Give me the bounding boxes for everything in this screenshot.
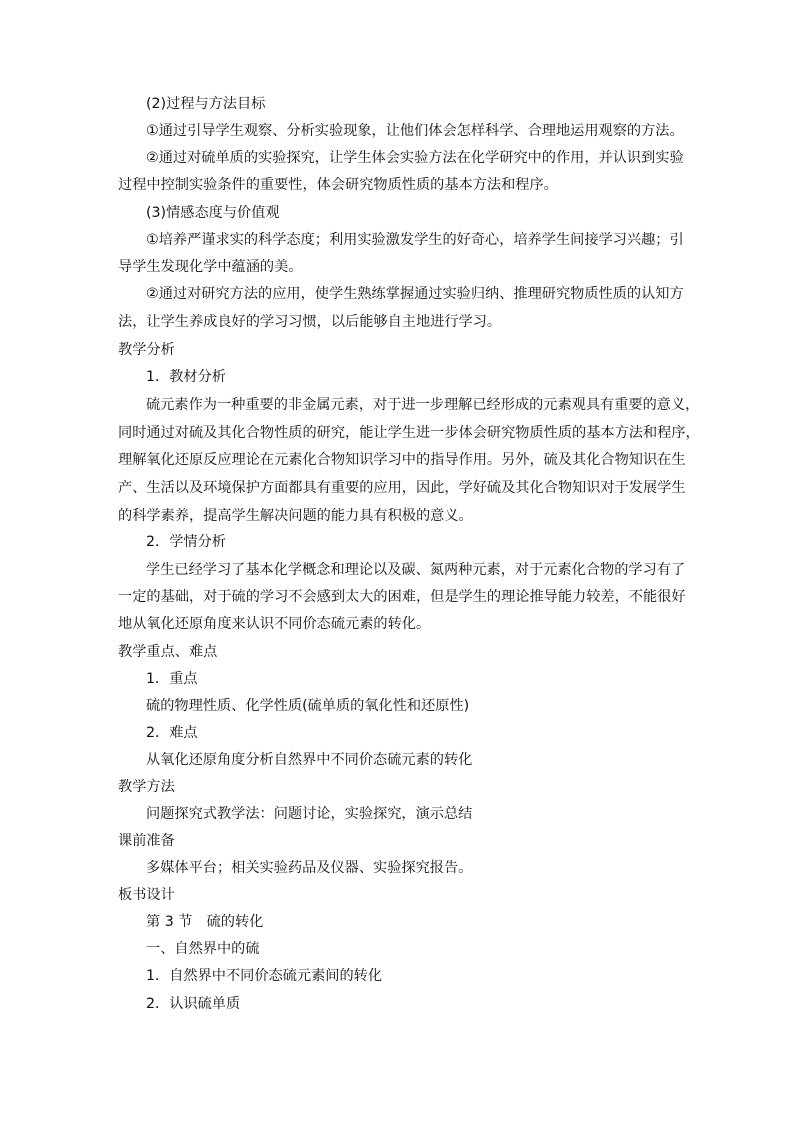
paragraph-line: 产、生活以及环境保护方面都具有重要的应用，因此，学好硫及其化合物知识对于发展学生	[118, 480, 686, 496]
paragraph-line: 硫的物理性质、化学性质(硫单质的氧化性和还原性)	[146, 698, 470, 714]
subheading-emotion-values: (3)情感态度与价值观	[146, 205, 280, 221]
board-title: 第 3 节 硫的转化	[146, 914, 264, 930]
paragraph-line: 地从氧化还原角度来认识不同价态硫元素的转化。	[118, 616, 431, 632]
paragraph-line: ②通过对研究方法的应用，使学生熟练掌握通过实验归纳、推理研究物质性质的认知方	[146, 286, 684, 302]
item-heading-difficult-point: 2．难点	[146, 725, 198, 741]
paragraph-line: 的科学素养，提高学生解决问题的能力具有积极的意义。	[118, 508, 473, 524]
paragraph-line: ①培养严谨求实的科学态度；利用实验激发学生的好奇心，培养学生间接学习兴趣；引	[146, 232, 684, 248]
paragraph-line: ②通过对硫单质的实验探究，让学生体会实验方法在化学研究中的作用，并认识到实验	[146, 150, 684, 166]
paragraph-line: 同时通过对硫及其化合物性质的研究，能让学生进一步体会研究物质性质的基本方法和程序，	[118, 425, 700, 441]
board-item: 一、自然界中的硫	[146, 941, 260, 957]
paragraph-line: ①通过引导学生观察、分析实验现象，让他们体会怎样科学、合理地运用观察的方法。	[146, 123, 684, 139]
paragraph-line: 理解氧化还原反应理论在元素化合物知识学习中的指导作用。另外，硫及其化合物知识在生	[118, 452, 686, 468]
paragraph-line: 一定的基础，对于硫的学习不会感到太大的困难，但是学生的理论推导能力较差，不能很好	[118, 589, 686, 605]
item-heading-student-analysis: 2．学情分析	[146, 534, 226, 550]
paragraph-line: 过程中控制实验条件的重要性，体会研究物质性质的基本方法和程序。	[118, 177, 558, 193]
paragraph-line: 问题探究式教学法：问题讨论，实验探究，演示总结	[146, 806, 473, 822]
paragraph-line: 法，让学生养成良好的学习习惯，以后能够自主地进行学习。	[118, 314, 502, 330]
paragraph-line: 学生已经学习了基本化学概念和理论以及碳、氮两种元素，对于元素化合物的学习有了	[146, 562, 686, 578]
section-heading-preparation: 课前准备	[118, 833, 175, 849]
paragraph-line: 硫元素作为一种重要的非金属元素，对于进一步理解已经形成的元素观具有重要的意义，	[146, 397, 700, 413]
section-heading-board-design: 板书设计	[118, 887, 175, 903]
paragraph-line: 多媒体平台；相关实验药品及仪器、实验探究报告。	[146, 860, 473, 876]
section-heading-teaching-method: 教学方法	[118, 779, 175, 795]
board-item: 1．自然界中不同价态硫元素间的转化	[146, 968, 383, 984]
board-item: 2．认识硫单质	[146, 996, 241, 1012]
section-heading-key-difficult-points: 教学重点、难点	[118, 644, 218, 660]
paragraph-line: 导学生发现化学中蕴涵的美。	[118, 259, 303, 275]
subheading-process-method-goal: (2)过程与方法目标	[146, 96, 266, 112]
item-heading-textbook-analysis: 1．教材分析	[146, 369, 226, 385]
paragraph-line: 从氧化还原角度分析自然界中不同价态硫元素的转化	[146, 752, 473, 768]
item-heading-key-point: 1．重点	[146, 671, 198, 687]
section-heading-teaching-analysis: 教学分析	[118, 342, 175, 358]
